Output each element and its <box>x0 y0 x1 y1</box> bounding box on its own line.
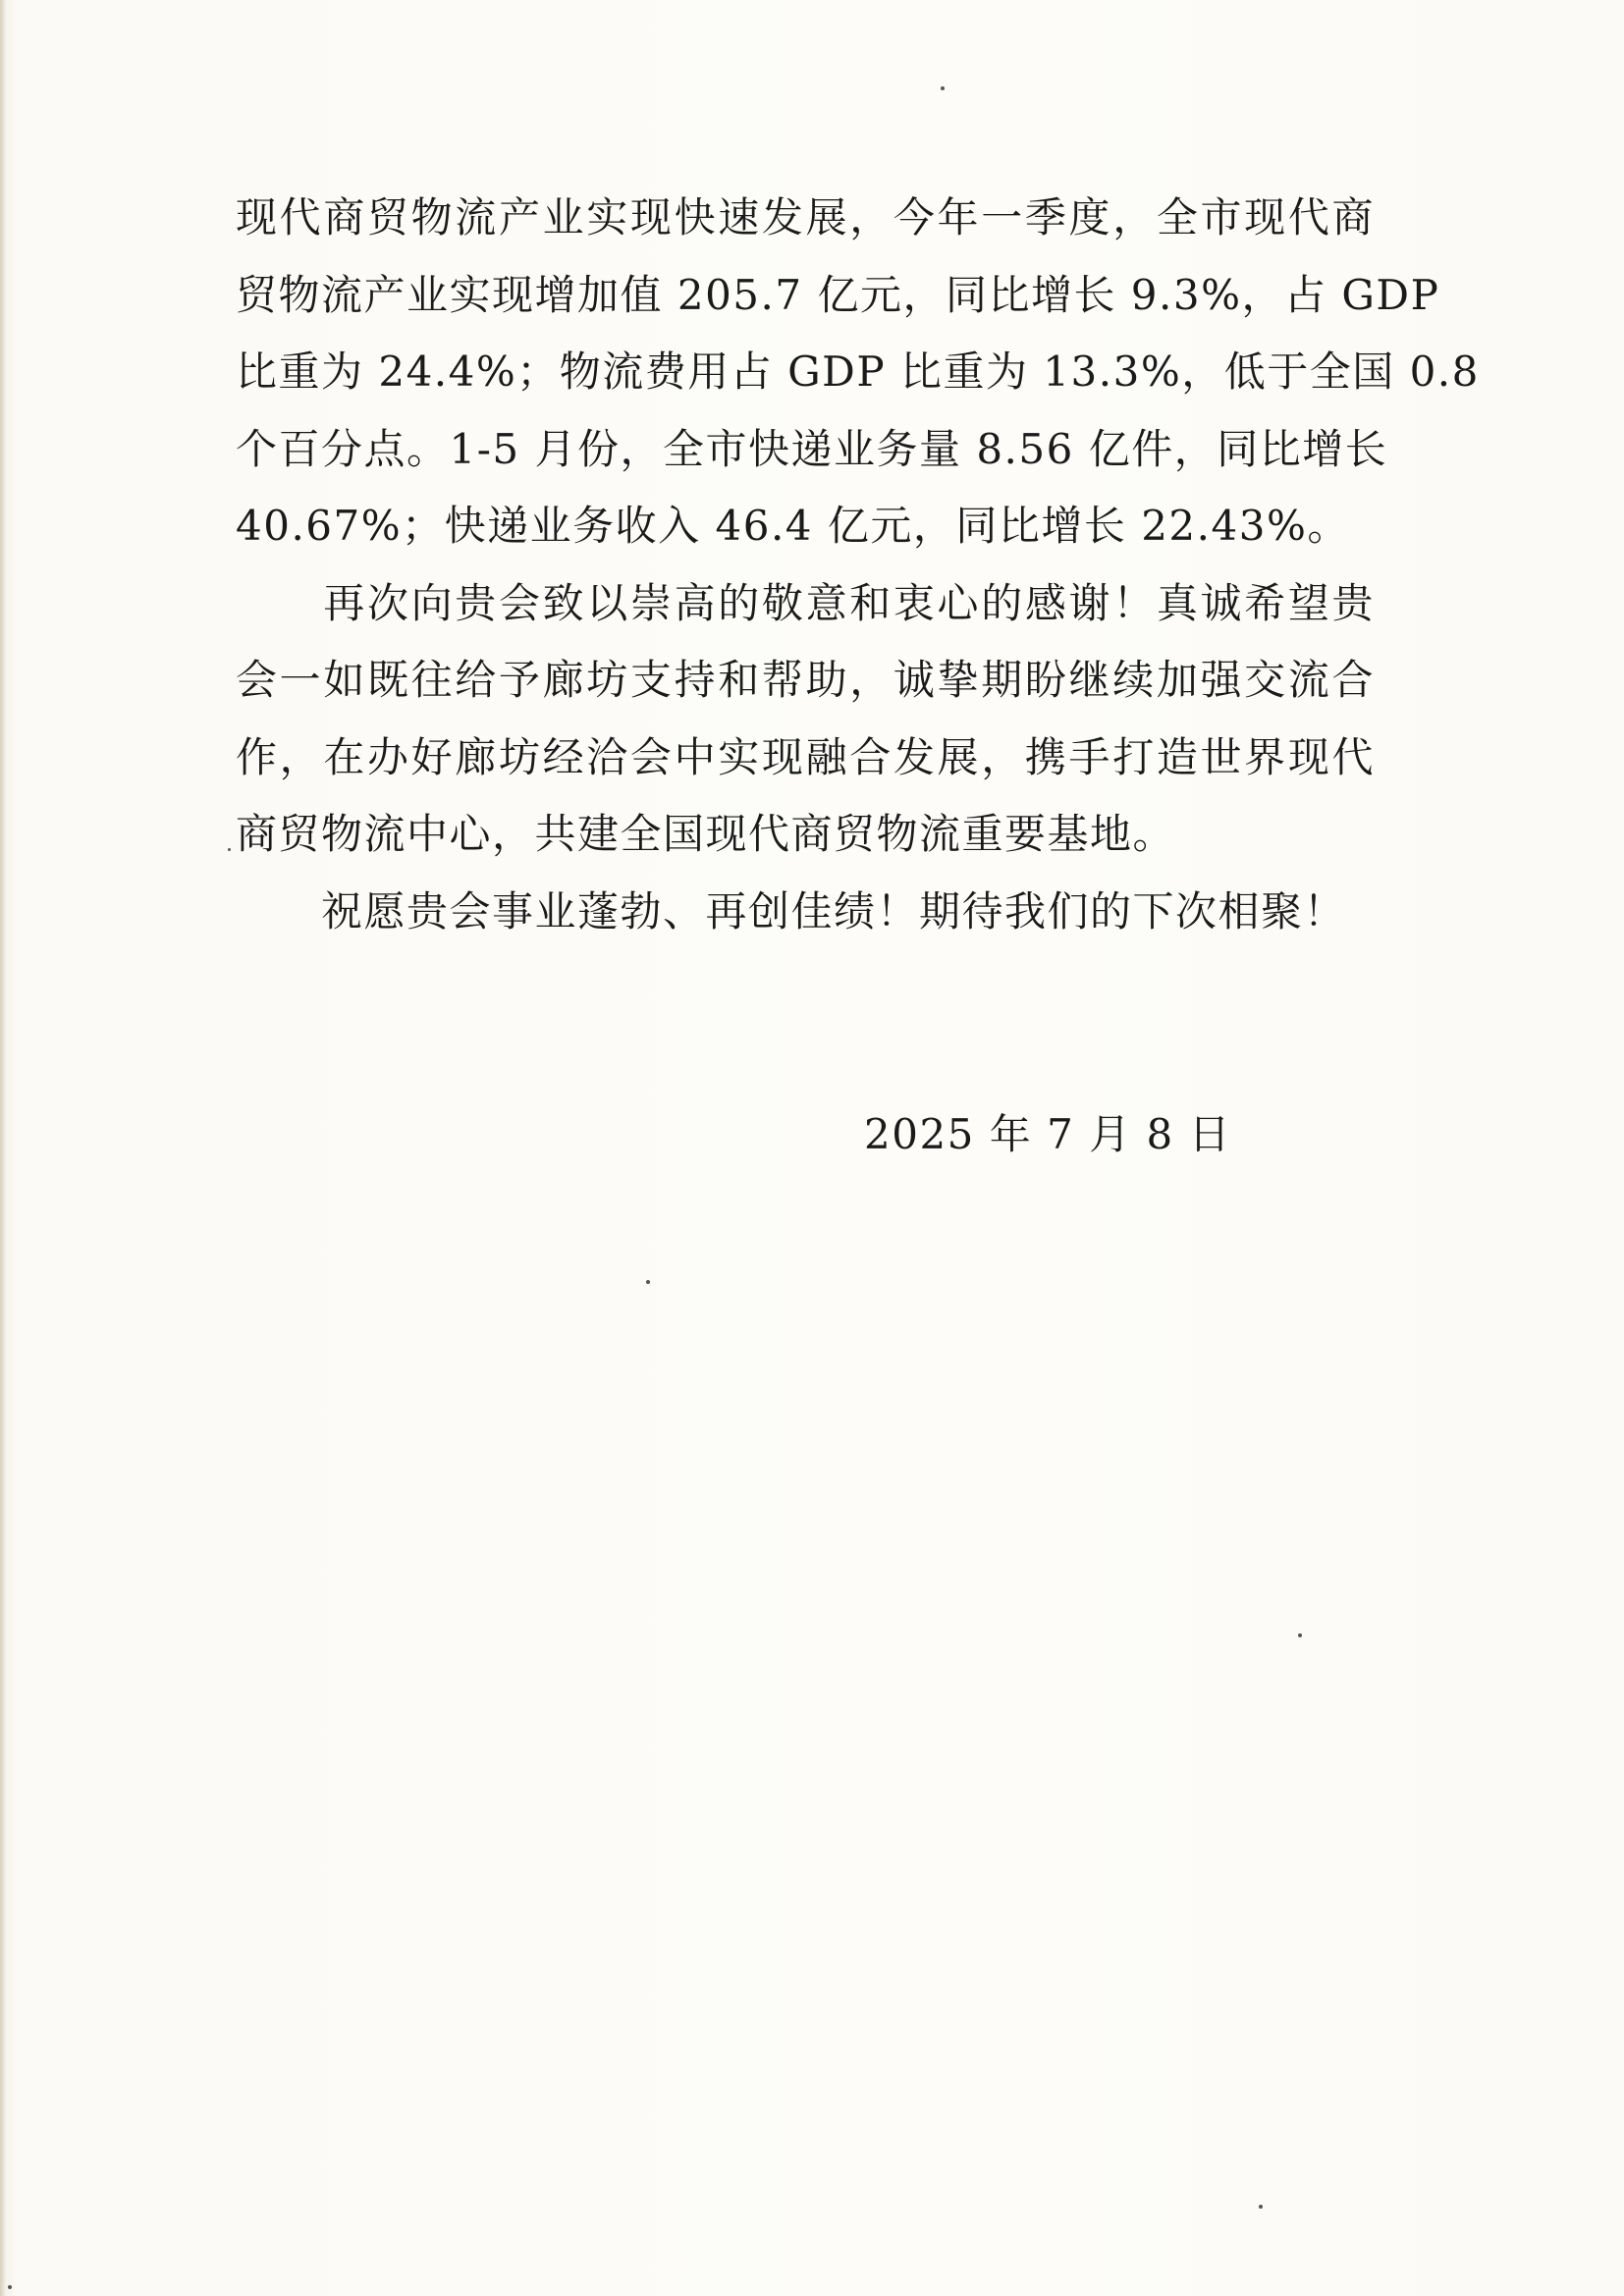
page-edge-shadow <box>0 0 6 2296</box>
body-line-7: 会一如既往给予廊坊支持和帮助，诚挚期盼继续加强交流合 <box>236 656 1375 704</box>
letter-body <box>236 180 1480 950</box>
body-line-6: 再次向贵会致以崇高的敬意和衷心的感谢！真诚希望贵 <box>236 578 1375 627</box>
letter-date: 2025 年 7 月 8 日 <box>864 1110 1232 1158</box>
body-line-9: 商贸物流中心，共建全国现代商贸物流重要基地。 <box>236 810 1176 858</box>
paper-speck <box>8 2285 12 2289</box>
paper-speck <box>228 848 231 851</box>
body-line-3: 比重为 24.4%；物流费用占 GDP 比重为 13.3%，低于全国 0.8 <box>236 347 1480 396</box>
paper-speck <box>1259 2205 1263 2209</box>
body-line-2: 贸物流产业实现增加值 205.7 亿元，同比增长 9.3%，占 GDP <box>236 270 1440 319</box>
body-line-10: 祝愿贵会事业蓬勃、再创佳绩！期待我们的下次相聚！ <box>236 886 1347 935</box>
body-line-8: 作，在办好廊坊经洽会中实现融合发展，携手打造世界现代 <box>236 732 1375 781</box>
paper-speck <box>941 86 945 90</box>
paper-speck <box>646 1280 650 1284</box>
body-line-4: 个百分点。1-5 月份，全市快递业务量 8.56 亿件，同比增长 <box>236 424 1388 473</box>
paper-speck <box>1298 1633 1302 1637</box>
body-line-1: 现代商贸物流产业实现快速发展，今年一季度，全市现代商 <box>236 193 1375 241</box>
body-line-5: 40.67%；快递业务收入 46.4 亿元，同比增长 22.43%。 <box>236 502 1350 550</box>
